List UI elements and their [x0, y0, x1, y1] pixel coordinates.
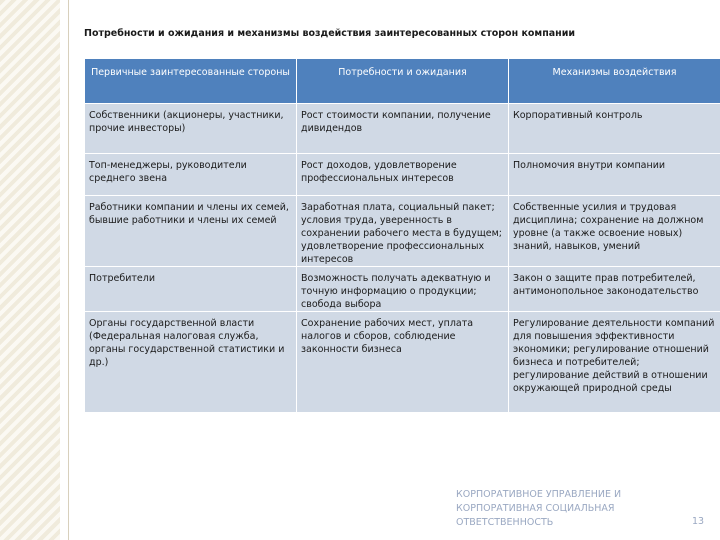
stakeholders-table	[84, 58, 720, 413]
table-cell: Органы государственной власти (Федеральная налоговая служба, органы государственной статистики и др.)	[85, 312, 297, 413]
table-cell: Корпоративный контроль	[509, 104, 720, 154]
table-row	[85, 104, 720, 154]
decorative-stripe-band	[0, 0, 60, 540]
table-row	[85, 267, 720, 312]
column-header-mechanisms: Механизмы воздействия	[509, 59, 720, 104]
table-cell: Сохранение рабочих мест, уплата налогов и сборов, соблюдение законности бизнеса	[297, 312, 509, 413]
table-cell: Топ-менеджеры, руководители среднего звена	[85, 154, 297, 196]
footer-line: КОРПОРАТИВНАЯ СОЦИАЛЬНАЯ	[456, 503, 615, 514]
table-cell: Возможность получать адекватную и точную информацию о продукции; свобода выбора	[297, 267, 509, 312]
table-cell: Рост доходов, удовлетворение профессиональных интересов	[297, 154, 509, 196]
table-cell: Полномочия внутри компании	[509, 154, 720, 196]
table-cell: Заработная плата, социальный пакет; условия труда, уверенность в сохранении рабочего места в будущем; удовлетворение профессиональных интересов	[297, 196, 509, 267]
table-cell: Потребители	[85, 267, 297, 312]
table-row	[85, 196, 720, 267]
footer-line: ОТВЕТСТВЕННОСТЬ	[456, 517, 554, 528]
table-cell: Работники компании и члены их семей, бывшие работники и члены их семей	[85, 196, 297, 267]
left-divider	[68, 0, 69, 540]
column-header-stakeholders: Первичные заинтересованные стороны	[85, 59, 297, 104]
table-cell: Собственники (акционеры, участники, прочие инвесторы)	[85, 104, 297, 154]
table-cell: Собственные усилия и трудовая дисциплина; сохранение на должном уровне (а также освоение новых) знаний, навыков, умений	[509, 196, 720, 267]
column-header-needs: Потребности и ожидания	[297, 59, 509, 104]
table-cell: Регулирование деятельности компаний для повышения эффективности экономики; регулирование отношений бизнеса и потребителей; регулирование действий в отношении окружающей природной среды	[509, 312, 720, 413]
table-row	[85, 154, 720, 196]
footer-course-title	[456, 488, 621, 530]
page-number: 13	[692, 516, 705, 527]
table-header-row	[85, 59, 720, 104]
table-cell: Закон о защите прав потребителей, антимонопольное законодательство	[509, 267, 720, 312]
footer-line: КОРПОРАТИВНОЕ УПРАВЛЕНИЕ И	[456, 489, 622, 500]
table-cell: Рост стоимости компании, получение дивидендов	[297, 104, 509, 154]
table-row	[85, 312, 720, 413]
slide-title: Потребности и ожидания и механизмы воздействия заинтересованных сторон компании	[84, 28, 576, 39]
